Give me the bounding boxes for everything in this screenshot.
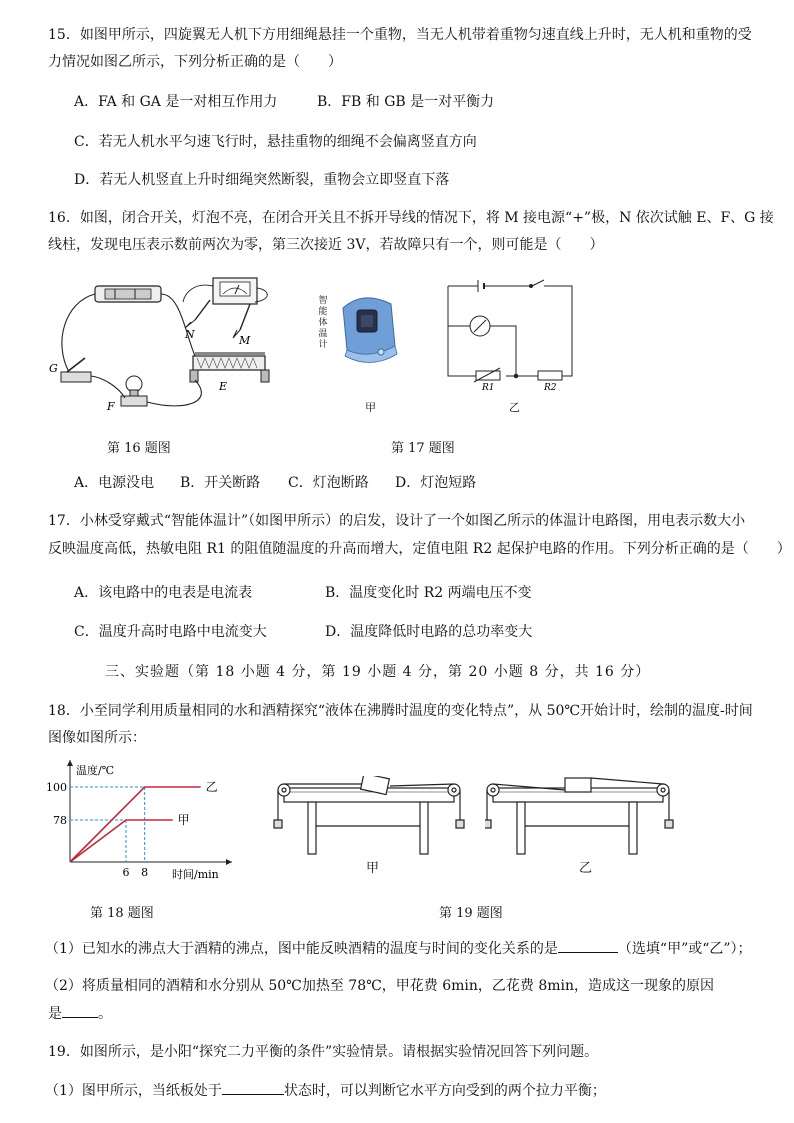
- q18-sub1-answer-blank[interactable]: [558, 938, 618, 953]
- fig17-r1-label: R1: [482, 383, 495, 393]
- q18-sub2-text-before: 是: [48, 1006, 62, 1022]
- x-axis-title: 时间/min: [172, 868, 219, 881]
- q16-option-a: A．电源没电: [74, 475, 155, 491]
- q18-sub1-text-before: （1）已知水的沸点大于酒精的沸点，图中能反映酒精的温度与时间的变化关系的是: [45, 941, 558, 957]
- q19-stem: 19．如图所示，是小阳“探究二力平衡的条件”实验情景。请根据实验情况回答下列问题。: [48, 1044, 599, 1060]
- fig17-side-char: 温: [318, 329, 328, 339]
- q15-stem-line1: 15．如图甲所示，四旋翼无人机下方用细绳悬挂一个重物，当无人机带着重物匀速直线上升时，无人机和重物的受: [48, 27, 752, 43]
- q19-sub1-text-after: 状态时，可以判断它水平方向受到的两个拉力平衡；: [283, 1083, 606, 1099]
- fig16-label-f: F: [107, 400, 115, 413]
- fig17-circuit-diagram: [440, 274, 580, 394]
- fig16-label-e: E: [219, 380, 228, 393]
- series-line: [70, 820, 173, 862]
- q17-stem-line2: 反映温度高低，热敏电阻 R1 的阻值随温度的升高而增大，定值电阻 R2 起保护电路的作用。下列分析正确的是（ ）: [48, 541, 791, 557]
- fig17-side-char: 体: [318, 318, 328, 328]
- q16-stem-line2: 线柱，发现电压表示数前两次为零，第三次接近 3V，若故障只有一个，则可能是（ ）: [48, 237, 604, 253]
- fig17-side-char: 智: [318, 296, 328, 306]
- fig17-yi-label: 乙: [509, 401, 520, 414]
- q18-sub2-answer-blank[interactable]: [62, 1003, 98, 1018]
- q17-option-b: B．温度变化时 R2 两端电压不变: [325, 585, 532, 601]
- fig19-yi-label: 乙: [579, 861, 593, 876]
- y-axis-arrow: [67, 760, 73, 766]
- q16-stem-line1: 16．如图，闭合开关，灯泡不亮，在闭合开关且不拆开导线的情况下，将 M 接电源“+”极，N 依次试触 E、F、G 接: [48, 210, 774, 226]
- q18-stem-line1: 18．小至同学利用质量相同的水和酒精探究“液体在沸腾时温度的变化特点”，从 50℃开始计时，绘制的温度-时间: [48, 703, 753, 719]
- q16-option-c: C．灯泡断路: [288, 475, 369, 491]
- x-tick-label: 8: [141, 866, 149, 879]
- fig17-jia-label: 甲: [365, 401, 376, 414]
- fig17-caption: 第 17 题图: [391, 441, 455, 456]
- fig16-label-m: M: [239, 334, 251, 347]
- fig19-jia-label: 甲: [366, 861, 380, 876]
- q17-option-d: D．温度降低时电路的总功率变大: [325, 624, 533, 640]
- x-axis-arrow: [226, 859, 232, 865]
- q15-option-d: D．若无人机竖直上升时细绳突然断裂，重物会立即竖直下落: [74, 172, 450, 188]
- fig18-caption: 第 18 题图: [90, 906, 154, 921]
- q15-option-a: A．FA 和 GA 是一对相互作用力: [74, 94, 278, 110]
- q17-option-a: A．该电路中的电表是电流表: [74, 585, 253, 601]
- q15-option-b: B．FB 和 GB 是一对平衡力: [317, 94, 495, 110]
- q16-option-d: D．灯泡短路: [395, 475, 477, 491]
- fig16-circuit-illustration: [45, 272, 285, 422]
- q18-sub1-text-after: （选填“甲”或“乙”）；: [617, 941, 752, 957]
- q19-sub1-text-before: （1）图甲所示，当纸板处于: [45, 1083, 222, 1099]
- y-tick-label: 100: [46, 781, 67, 794]
- fig16-caption: 第 16 题图: [107, 441, 171, 456]
- q19-sub1-answer-blank[interactable]: [222, 1080, 284, 1095]
- fig18-temperature-time-chart: [40, 760, 240, 886]
- y-axis-title: 温度/℃: [76, 764, 115, 777]
- q17-option-c: C．温度升高时电路中电流变大: [74, 624, 267, 640]
- fig16-label-g: G: [49, 362, 58, 375]
- fig17-r2-label: R2: [544, 383, 557, 393]
- fig19-caption: 第 19 题图: [439, 906, 503, 921]
- x-tick-label: 6: [122, 866, 130, 879]
- y-tick-label: 78: [53, 814, 67, 827]
- q18-sub2-text-after: 。: [98, 1006, 112, 1022]
- q18-sub1: [45, 938, 752, 959]
- series-label: 甲: [177, 813, 190, 827]
- q17-stem-line1: 17．小林受穿戴式“智能体温计”（如图甲所示）的启发，设计了一个如图乙所示的体温计电路图，用电表示数大小: [48, 513, 746, 529]
- fig17-side-char: 计: [318, 340, 328, 350]
- fig17-side-caption: [318, 296, 328, 351]
- fig16-label-n: N: [185, 328, 195, 341]
- fig17-thermometer-illustration: [333, 288, 403, 368]
- q18-sub2-line1: （2）将质量相同的酒精和水分别从 50℃加热至 78℃，甲花费 6min，乙花费 8min，造成这一现象的原因: [45, 978, 715, 994]
- q16-option-b: B．开关断路: [180, 475, 261, 491]
- fig17-side-char: 能: [318, 307, 328, 317]
- q15-option-c: C．若无人机水平匀速飞行时，悬挂重物的细绳不会偏离竖直方向: [74, 134, 477, 150]
- section-3-heading: 三、实验题（第 18 小题 4 分，第 19 小题 4 分，第 20 小题 8 分，共 16 分）: [105, 664, 651, 680]
- q18-stem-line2: 图像如图所示：: [48, 730, 146, 746]
- series-label: 乙: [205, 780, 218, 794]
- q15-stem-line2: 力情况如图乙所示，下列分析正确的是（ ）: [48, 54, 342, 70]
- q18-sub2-line2: [48, 1003, 112, 1024]
- q19-sub1: [45, 1080, 606, 1101]
